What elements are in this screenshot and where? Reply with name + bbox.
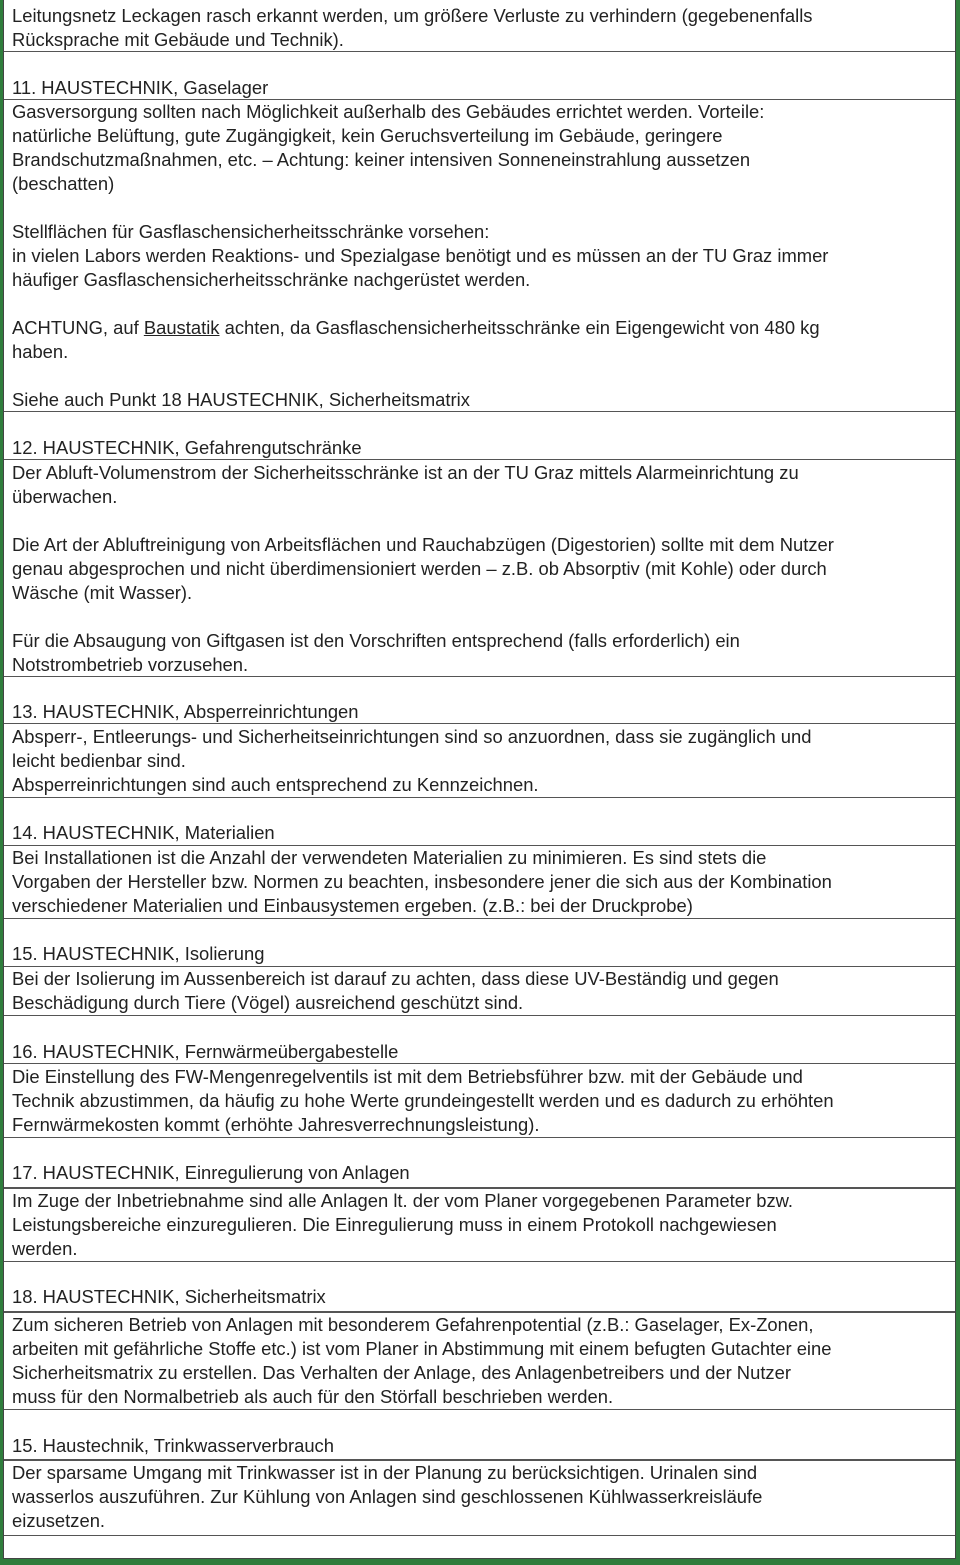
divider (4, 723, 955, 724)
document-page (3, 0, 956, 1559)
divider (4, 1261, 955, 1262)
divider (4, 918, 955, 919)
divider (4, 1015, 955, 1016)
section-heading-18: 18. HAUSTECHNIK, Sicherheitsmatrix (12, 1286, 326, 1307)
section-body-14: Bei Installationen ist die Anzahl der verwendeten Materialien zu minimieren. Es sind stets die Vorgaben der Hersteller bzw. Normen zu beachten, insbesondere jener die sich aus der Kombination verschiedener Materialien und Einbausystemen ergeben. (z.B.: bei der Druckprobe) (12, 847, 832, 916)
intro-text: Leitungsnetz Leckagen rasch erkannt werden, um größere Verluste zu verhindern (gegebenenfalls Rücksprache mit Gebäude und Technik). (12, 5, 813, 50)
section-body-16: Die Einstellung des FW-Mengenregelventils ist mit dem Betriebsführer bzw. mit der Gebäude und Technik abzustimmen, da häufig zu hohe Werte grundeingestellt werden und es dadurch zu erhöhten Fernwärmekosten kommt (erhöhte Jahresverrechnungsleistung). (12, 1066, 834, 1135)
section-body-15: Bei der Isolierung im Aussenbereich ist darauf zu achten, dass diese UV-Beständig und gegen Beschädigung durch Tiere (Vögel) ausreichend geschützt sind. (12, 968, 779, 1013)
divider (4, 459, 955, 460)
section-heading-15: 15. HAUSTECHNIK, Isolierung (12, 943, 265, 964)
section-body-18: Zum sicheren Betrieb von Anlagen mit besonderem Gefahrenpotential (z.B.: Gaselager, Ex-Zonen, arbeiten mit gefährliche Stoffe etc.) ist vom Planer in Abstimmung mit einem befugten Gutachter eine Sicherheitsmatrix zu erstellen. Das Verhalten der Anlage, des Anlagenbetreibers und der Nutzer muss für den Normalbetrieb als auch für den Störfall beschrieben werden. (12, 1314, 832, 1407)
achtung-suffix: achten, da Gasflaschensicherheitsschränke ein Eigengewicht von 480 kg haben. Siehe auch Punkt 18 HAUSTECHNIK, Sicherheitsmatrix (12, 317, 820, 410)
divider (4, 51, 955, 52)
divider (4, 1535, 955, 1536)
achtung-prefix: ACHTUNG, auf (12, 317, 144, 338)
baustatik-link[interactable]: Baustatik (143, 317, 220, 338)
divider (4, 1063, 955, 1064)
section-heading-trinkwasser: 15. Haustechnik, Trinkwasserverbrauch (12, 1435, 334, 1456)
divider (4, 797, 955, 798)
section-heading-14: 14. HAUSTECHNIK, Materialien (12, 822, 275, 843)
section-heading-17: 17. HAUSTECHNIK, Einregulierung von Anlagen (12, 1162, 410, 1183)
divider (4, 676, 955, 677)
section-body-11-text: Gasversorgung sollten nach Möglichkeit außerhalb des Gebäudes errichtet werden. Vorteile: natürliche Belüftung, gute Zugängigkeit, kein Geruchsverteilung im Gebäude, geringere Brandschutzmaßnahmen, etc. – Achtung: keiner intensiven Sonneneinstrahlung aussetzen (beschatten) Stellflächen für Gasflaschensicherheitsschränke vorsehen: in vielen Labors werden Reaktions- und Spezialgase benötigt und es müssen an der TU Graz immer häufiger Gasflaschensicherheitsschränke nachgerüstet werden. (12, 101, 829, 290)
section-heading-13: 13. HAUSTECHNIK, Absperreinrichtungen (12, 701, 359, 722)
section-body-11 (12, 100, 949, 412)
divider (4, 411, 955, 412)
section-body-12: Der Abluft-Volumenstrom der Sicherheitsschränke ist an der TU Graz mittels Alarmeinrichtung zu überwachen. Die Art der Abluftreinigung von Arbeitsflächen und Rauchabzügen (Digestorien) sollte mit dem Nutzer genau abgesprochen und nicht überdimensioniert werden – z.B. ob Absorptiv (mit Kohle) oder durch Wäsche (mit Wasser). Für die Absaugung von Giftgasen ist den Vorschriften entsprechend (falls erforderlich) ein Notstrombetrieb vorzusehen. (12, 462, 834, 675)
section-body-13: Absperr-, Entleerungs- und Sicherheitseinrichtungen sind so anzuordnen, dass sie zugänglich und leicht bedienbar sind. Absperreinrichtungen sind auch entsprechend zu Kennzeichnen. (12, 726, 812, 795)
section-heading-12: 12. HAUSTECHNIK, Gefahrengutschränke (12, 437, 362, 458)
section-heading-11: 11. HAUSTECHNIK, Gaselager (12, 77, 269, 98)
section-body-trinkwasser: Der sparsame Umgang mit Trinkwasser ist in der Planung zu berücksichtigen. Urinalen sind wasserlos auszuführen. Zur Kühlung von Anlagen sind geschlossenen Kühlwasserkreisläufe eizusetzen. (12, 1462, 763, 1531)
section-body-17: Im Zuge der Inbetriebnahme sind alle Anlagen lt. der vom Planer vorgegebenen Parameter bzw. Leistungsbereiche einzuregulieren. Die Einregulierung muss in einem Protokoll nachgewiesen werden. (12, 1190, 794, 1259)
divider (4, 1137, 955, 1138)
divider (4, 1409, 955, 1410)
section-heading-16: 16. HAUSTECHNIK, Fernwärmeübergabestelle (12, 1041, 399, 1062)
